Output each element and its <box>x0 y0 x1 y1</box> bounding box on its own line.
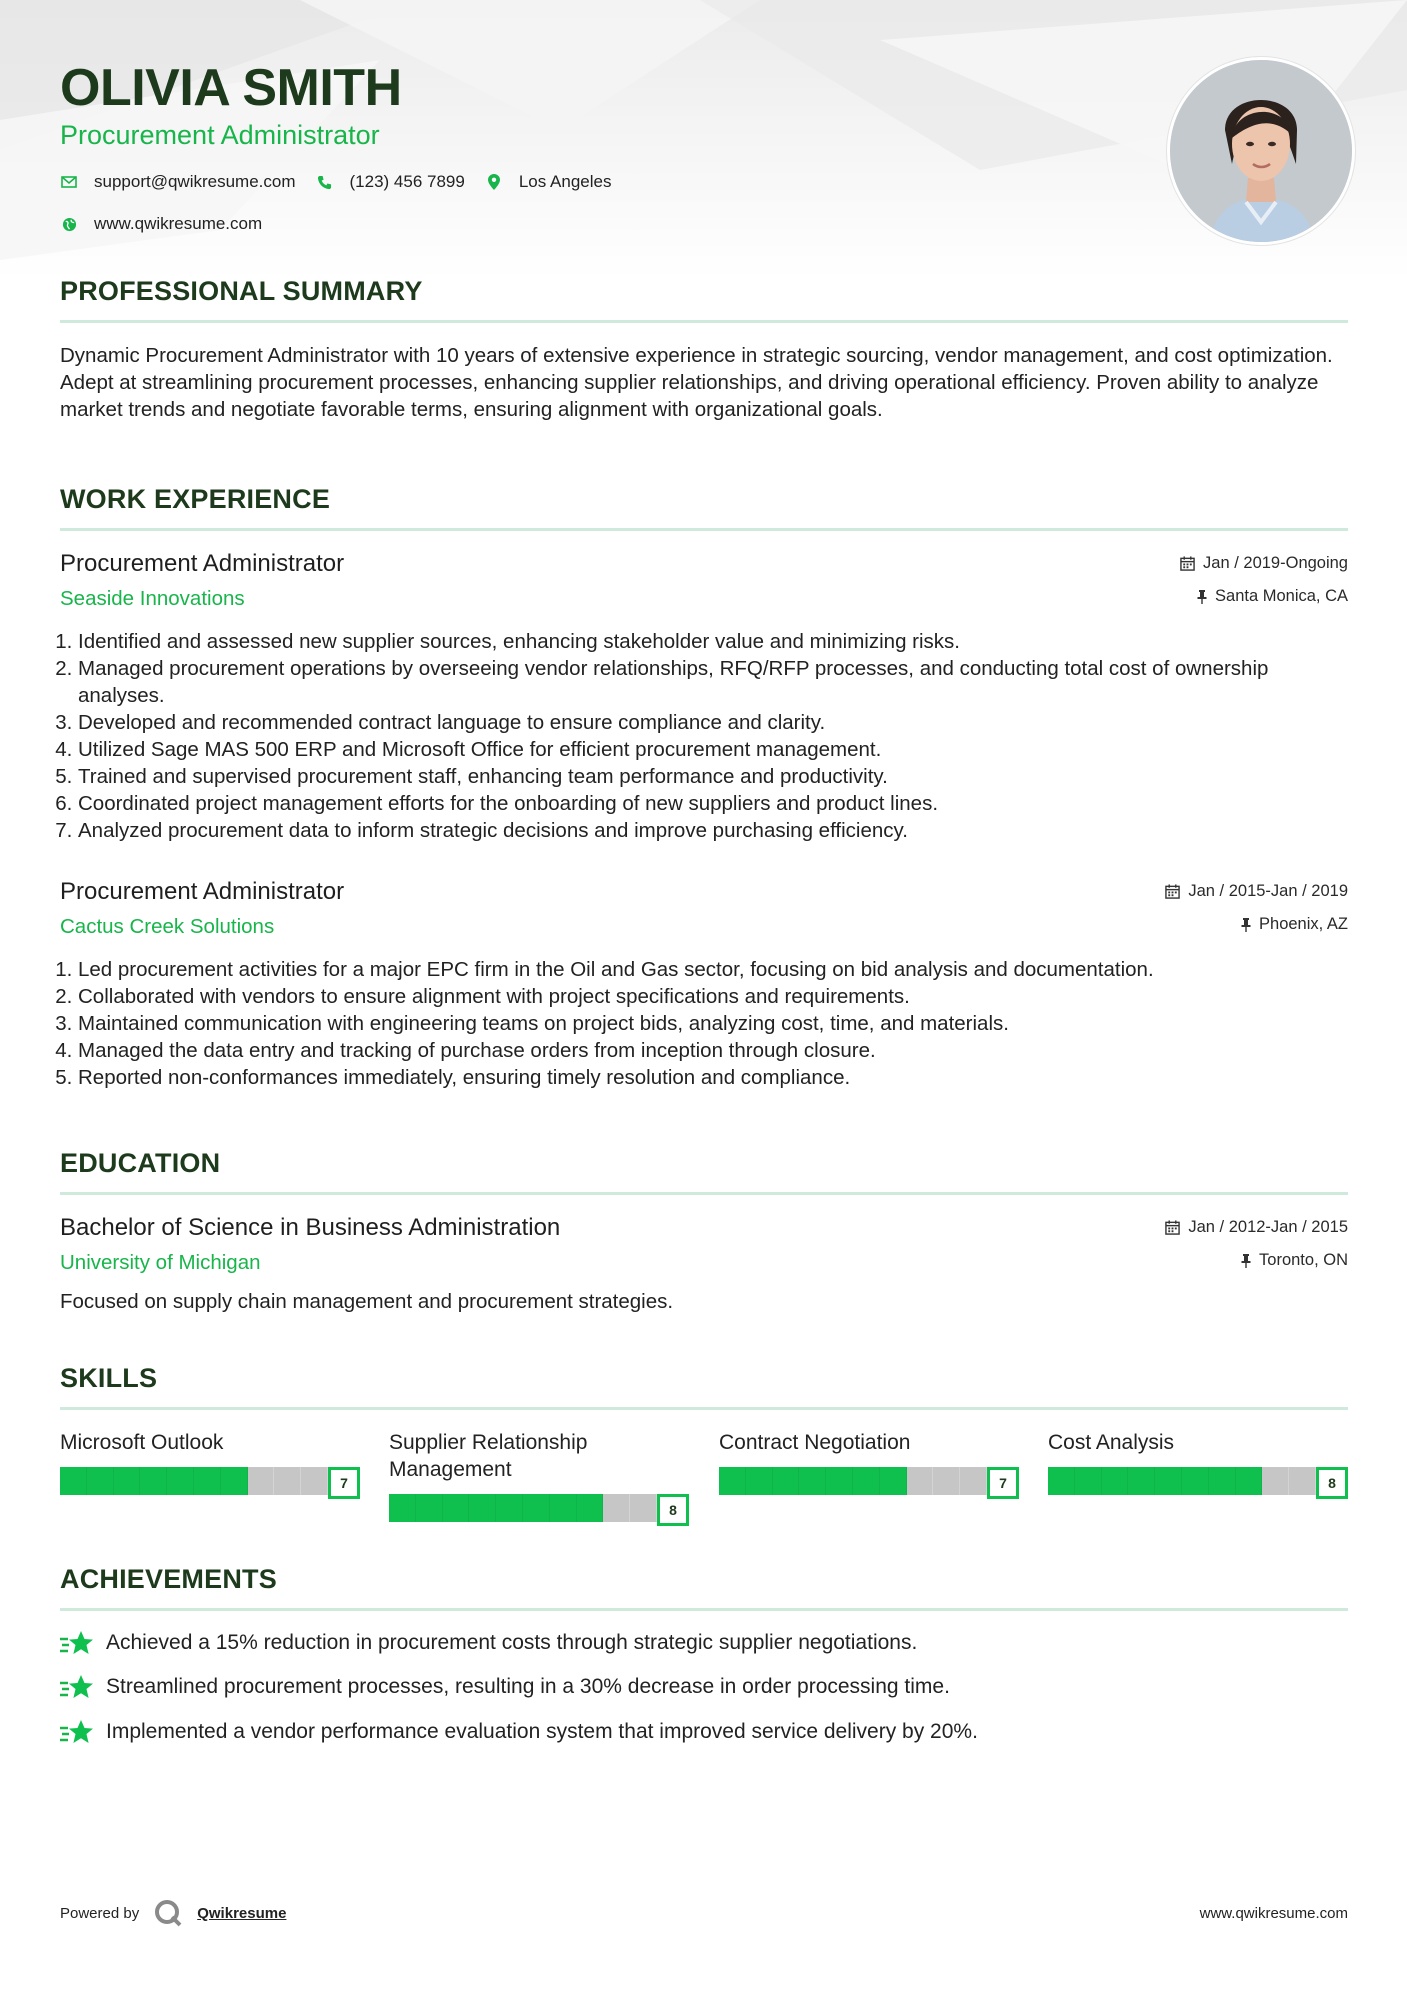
skill-name: Cost Analysis <box>1048 1431 1175 1454</box>
powered-by-label: Powered by <box>60 1904 140 1922</box>
skill-segment-filled <box>389 1494 416 1522</box>
footer-powered-by <box>60 1898 286 1928</box>
brand-link[interactable]: Qwikresume <box>197 1904 287 1922</box>
job-location <box>1241 915 1348 934</box>
skill-segment-filled <box>773 1467 800 1495</box>
skill-meter <box>389 1492 689 1520</box>
skill-item <box>1048 1429 1348 1491</box>
calendar-icon <box>1165 1220 1180 1235</box>
profile-photo <box>1167 57 1355 245</box>
contact-email[interactable] <box>60 172 296 192</box>
skill-segment-filled <box>114 1467 141 1495</box>
skill-segment-empty <box>248 1467 275 1495</box>
skill-segment-empty <box>907 1467 934 1495</box>
skill-item <box>719 1429 1019 1491</box>
section-heading: SKILLS <box>60 1363 158 1393</box>
summary-text: Dynamic Procurement Administrator with 10 years of extensive experience in strategic sourcing, vendor management, and cost optimization. Adept at streamlining procurement processes, enhancing supplier relationships, and driving operational efficiency. Proven ability to analyze market trends and negotiate favorable terms, ensuring alignment with organizational goals. <box>60 344 1333 421</box>
footer-url[interactable]: www.qwikresume.com <box>1199 1905 1348 1922</box>
qwikresume-logo-icon <box>153 1898 183 1928</box>
skill-segment-filled <box>1236 1467 1263 1495</box>
duty-item: 1. Led procurement activities for a major EPC firm in the Oil and Gas sector, focusing on bid analysis and documentation. <box>78 956 1348 983</box>
duty-item: 1. Identified and assessed new supplier sources, enhancing stakeholder value and minimizing risks. <box>78 628 1348 655</box>
phone-text: (123) 456 7899 <box>349 172 465 191</box>
skill-segment-filled <box>87 1467 114 1495</box>
skill-name: Supplier Relationship Management <box>389 1431 588 1481</box>
skill-score: 8 <box>1316 1467 1348 1499</box>
star-icon <box>60 1718 94 1746</box>
skill-segment-filled <box>469 1494 496 1522</box>
skill-score: 8 <box>657 1494 689 1526</box>
email-text: support@qwikresume.com <box>94 172 296 191</box>
skill-segment-filled <box>1128 1467 1155 1495</box>
skill-segment-filled <box>1209 1467 1236 1495</box>
skill-segment-empty <box>933 1467 960 1495</box>
skill-bar <box>719 1467 987 1495</box>
duty-item: 4. Utilized Sage MAS 500 ERP and Microsoft Office for efficient procurement management. <box>78 736 1348 763</box>
duty-item: 3. Maintained communication with engineering teams on project bids, analyzing cost, time, and materials. <box>78 1010 1348 1037</box>
school-name: University of Michigan <box>60 1251 261 1274</box>
duty-item: 5. Trained and supervised procurement staff, enhancing team performance and productivity. <box>78 763 1348 790</box>
skill-segment-empty <box>960 1467 987 1495</box>
skill-segment-filled <box>577 1494 604 1522</box>
skill-score: 7 <box>328 1467 360 1499</box>
skill-meter <box>1048 1465 1348 1493</box>
skill-item <box>60 1429 360 1491</box>
skill-segment-empty <box>301 1467 328 1495</box>
duty-item: 2. Managed procurement operations by overseeing vendor relationships, RFQ/RFP processes, and conducting total cost of ownership analyses. <box>78 655 1348 709</box>
skill-segment-filled <box>1182 1467 1209 1495</box>
skills-section <box>60 1363 1348 1518</box>
skill-segment-filled <box>1102 1467 1129 1495</box>
duty-item: 7. Analyzed procurement data to inform strategic decisions and improve purchasing efficiency. <box>78 817 1348 844</box>
achievement-text: Achieved a 15% reduction in procurement costs through strategic supplier negotiations. <box>106 1631 918 1654</box>
skill-segment-empty <box>1289 1467 1316 1495</box>
phone-icon <box>316 173 334 191</box>
skill-segment-filled <box>550 1494 577 1522</box>
job-dates <box>1180 554 1348 573</box>
calendar-icon <box>1165 884 1180 899</box>
contact-website[interactable] <box>60 214 262 234</box>
skill-segment-filled <box>826 1467 853 1495</box>
dates-text: Jan / 2012-Jan / 2015 <box>1188 1218 1348 1236</box>
job-title: Procurement Administrator <box>60 878 345 905</box>
job-title: Procurement Administrator <box>60 550 345 577</box>
skill-segment-filled <box>416 1494 443 1522</box>
location-text: Phoenix, AZ <box>1259 915 1348 933</box>
summary-section <box>60 276 1348 421</box>
skill-segment-empty <box>1262 1467 1289 1495</box>
contact-location <box>485 172 612 192</box>
envelope-icon <box>60 173 78 191</box>
website-text: www.qwikresume.com <box>94 214 263 233</box>
company-name: Cactus Creek Solutions <box>60 915 275 938</box>
contact-row-web <box>60 214 282 234</box>
pushpin-icon <box>1241 1254 1251 1268</box>
section-divider <box>60 528 1348 531</box>
skill-segment-filled <box>799 1467 826 1495</box>
skill-name: Microsoft Outlook <box>60 1431 224 1454</box>
education-section <box>60 1148 1348 1313</box>
duty-item: 2. Collaborated with vendors to ensure alignment with project specifications and requirements. <box>78 983 1348 1010</box>
skill-segment-empty <box>603 1494 630 1522</box>
job-duties <box>60 628 1348 844</box>
section-heading: WORK EXPERIENCE <box>60 484 331 514</box>
skill-segment-filled <box>194 1467 221 1495</box>
achievements-section <box>60 1564 1348 1743</box>
job-location <box>1197 587 1348 606</box>
achievement-item <box>60 1718 978 1746</box>
skill-segment-filled <box>1155 1467 1182 1495</box>
duty-item: 3. Developed and recommended contract language to ensure compliance and clarity. <box>78 709 1348 736</box>
duty-item: 6. Coordinated project management efforts for the onboarding of new suppliers and product lines. <box>78 790 1348 817</box>
skill-segment-filled <box>880 1467 907 1495</box>
skill-segment-filled <box>60 1467 87 1495</box>
section-divider <box>60 320 1348 323</box>
skill-segment-filled <box>853 1467 880 1495</box>
calendar-icon <box>1180 556 1195 571</box>
skill-segment-filled <box>221 1467 248 1495</box>
skill-segment-filled <box>719 1467 746 1495</box>
section-divider <box>60 1608 1348 1611</box>
location-text: Santa Monica, CA <box>1215 587 1348 605</box>
skill-segment-filled <box>1075 1467 1102 1495</box>
achievement-item <box>60 1629 917 1657</box>
section-heading: PROFESSIONAL SUMMARY <box>60 276 423 306</box>
skill-segment-filled <box>496 1494 523 1522</box>
star-icon <box>60 1673 94 1701</box>
skill-segment-filled <box>523 1494 550 1522</box>
skill-bar <box>1048 1467 1316 1495</box>
achievement-text: Implemented a vendor performance evaluation system that improved service delivery by 20%. <box>106 1720 978 1743</box>
skill-name: Contract Negotiation <box>719 1431 911 1454</box>
job-dates <box>1165 882 1348 901</box>
section-heading: EDUCATION <box>60 1148 221 1178</box>
skill-bar <box>389 1494 657 1522</box>
skill-segment-filled <box>746 1467 773 1495</box>
job-duties <box>60 956 1348 1091</box>
achievement-item <box>60 1673 950 1701</box>
pushpin-icon <box>1197 590 1207 604</box>
skill-item <box>389 1429 689 1518</box>
education-dates <box>1165 1218 1348 1237</box>
skill-meter <box>60 1465 360 1493</box>
dates-text: Jan / 2015-Jan / 2019 <box>1188 882 1348 900</box>
section-heading: ACHIEVEMENTS <box>60 1564 277 1594</box>
candidate-name: OLIVIA SMITH <box>60 59 402 117</box>
education-description: Focused on supply chain management and procurement strategies. <box>60 1290 674 1313</box>
duty-item: 4. Managed the data entry and tracking of purchase orders from inception through closure. <box>78 1037 1348 1064</box>
dates-text: Jan / 2019-Ongoing <box>1203 554 1348 572</box>
experience-section <box>60 484 1348 1089</box>
map-pin-icon <box>485 173 503 191</box>
pushpin-icon <box>1241 918 1251 932</box>
location-text: Los Angeles <box>518 172 612 191</box>
section-divider <box>60 1192 1348 1195</box>
skill-meter <box>719 1465 1019 1493</box>
contact-row <box>60 172 631 192</box>
contact-phone[interactable] <box>316 172 465 192</box>
skill-bar <box>60 1467 328 1495</box>
degree-title: Bachelor of Science in Business Administration <box>60 1214 561 1241</box>
location-text: Toronto, ON <box>1259 1251 1348 1269</box>
section-divider <box>60 1407 1348 1410</box>
skill-segment-filled <box>1048 1467 1075 1495</box>
skill-segment-filled <box>167 1467 194 1495</box>
duty-item: 5. Reported non-conformances immediately, ensuring timely resolution and compliance. <box>78 1064 1348 1091</box>
skill-score: 7 <box>987 1467 1019 1499</box>
skill-segment-filled <box>140 1467 167 1495</box>
education-location <box>1241 1251 1348 1270</box>
skill-segment-empty <box>274 1467 301 1495</box>
skill-segment-filled <box>443 1494 470 1522</box>
achievement-text: Streamlined procurement processes, resulting in a 30% decrease in order processing time. <box>106 1675 950 1698</box>
candidate-title: Procurement Administrator <box>60 120 380 150</box>
skill-segment-empty <box>630 1494 657 1522</box>
star-icon <box>60 1629 94 1657</box>
company-name: Seaside Innovations <box>60 587 245 610</box>
globe-icon <box>60 215 78 233</box>
